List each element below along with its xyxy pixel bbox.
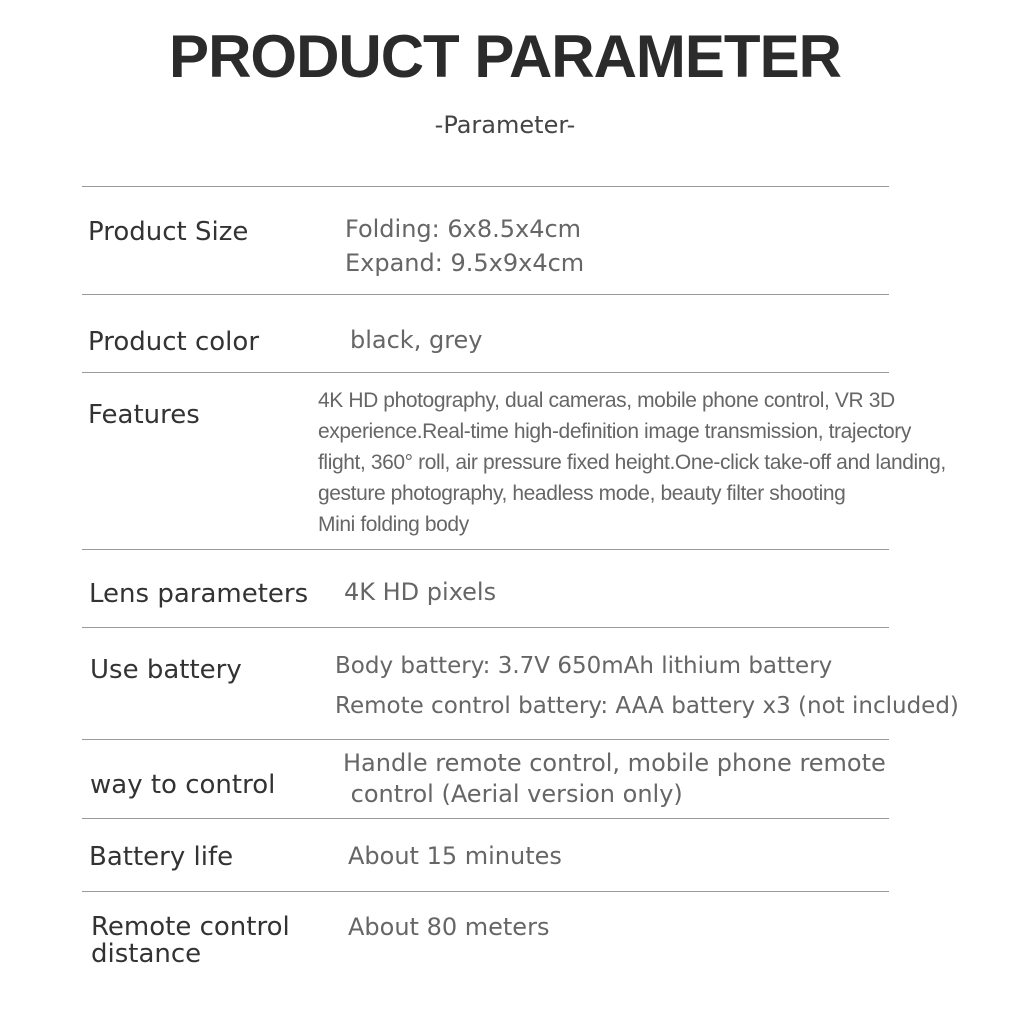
row-value-features [318,385,946,540]
page-subtitle: -Parameter- [434,111,576,139]
value-line: About 15 minutes [348,842,562,870]
row-value-lens-parameters [344,575,496,609]
value-line: About 80 meters [348,913,550,941]
value-line: gesture photography, headless mode, beauty filter shooting [318,482,846,505]
row-value-product-color [350,323,483,357]
label-line: Remote control [91,912,290,942]
row-value-remote-control-distance [348,910,549,944]
divider [82,818,889,819]
value-line: control (Aerial version only) [343,780,683,808]
page-title: PRODUCT PARAMETER [169,23,841,90]
row-value-use-battery [335,650,959,730]
divider [82,891,889,892]
row-value-battery-life [348,839,562,873]
value-line: experience.Real-time high-definition image transmission, trajectory [318,420,911,443]
row-label-remote-control-distance [91,914,290,968]
value-line: flight, 360° roll, air pressure fixed height.One-click take-off and landing, [318,451,946,474]
value-line: Mini folding body [318,513,469,536]
row-label-features: Features [88,400,200,430]
value-line: 4K HD pixels [344,578,497,606]
row-label-lens-parameters: Lens parameters [89,579,309,609]
divider [82,549,889,550]
row-value-product-size [345,212,584,280]
label-line: distance [91,939,202,969]
value-line: 4K HD photography, dual cameras, mobile phone control, VR 3D [318,389,895,412]
row-value-way-to-control [343,748,886,810]
divider [82,372,889,373]
row-label-product-color: Product color [88,327,260,357]
value-line: Folding: 6x8.5x4cm [345,215,582,243]
value-line: black, grey [350,326,483,354]
value-line: Remote control battery: AAA battery x3 (not included) [335,693,959,719]
row-label-use-battery: Use battery [90,655,242,685]
divider [82,186,889,187]
value-line: Body battery: 3.7V 650mAh lithium battery [335,653,833,679]
divider [82,294,889,295]
row-label-way-to-control: way to control [90,770,276,800]
divider [82,627,889,628]
value-line: Expand: 9.5x9x4cm [345,249,585,277]
divider [82,739,889,740]
row-label-battery-life: Battery life [89,842,234,872]
value-line: Handle remote control, mobile phone remote [343,749,886,777]
row-label-product-size: Product Size [88,217,249,247]
